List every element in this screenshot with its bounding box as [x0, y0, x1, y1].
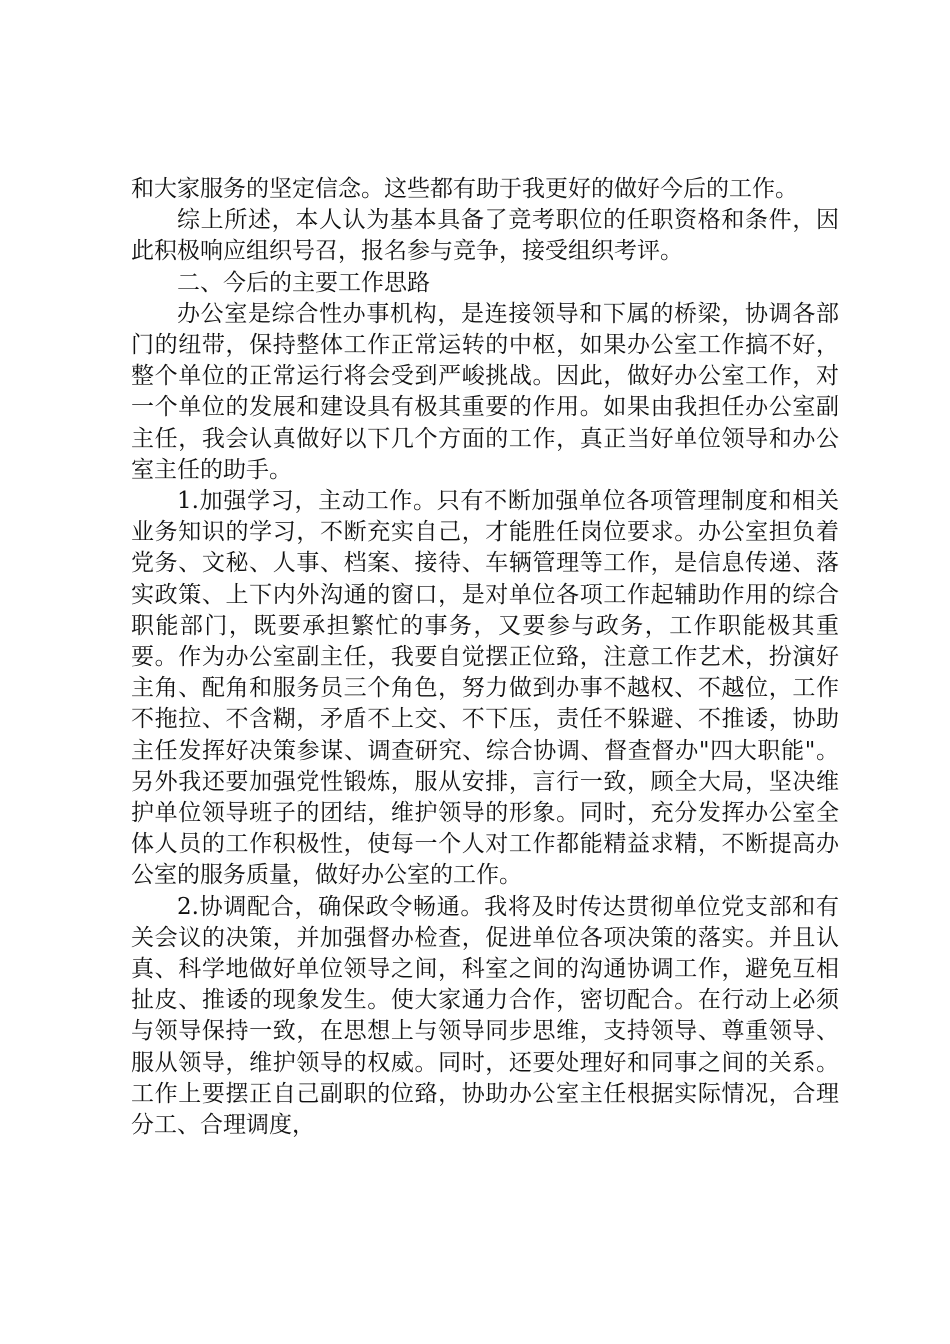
- paragraph-office-role: 办公室是综合性办事机构，是连接领导和下属的桥梁，协调各部门的纽带，保持整体工作正常运转的中枢，如果办公室工作搞不好，整个单位的正常运行将会受到严峻挑战。因此，做好办公室工作，对一个单位的发展和建设具有极其重要的作用。如果由我担任办公室副主任，我会认真做好以下几个方面的工作，真正当好单位领导和办公室主任的助手。: [131, 300, 839, 483]
- section-heading: 二、今后的主要工作思路: [177, 269, 430, 296]
- document-body: [131, 174, 839, 1141]
- paragraph-point-2: 2.协调配合，确保政令畅通。我将及时传达贯彻单位党支部和有关会议的决策，并加强督办检查，促进单位各项决策的落实。并且认真、科学地做好单位领导之间，科室之间的沟通协调工作，避免互相扯皮、推诿的现象发生。使大家通力合作，密切配合。在行动上必须与领导保持一致，在思想上与领导同步思维，支持领导、尊重领导、服从领导，维护领导的权威。同时，还要处理好和同事之间的关系。工作上要摆正自己副职的位臵，协助办公室主任根据实际情况，合理分工、合理调度，: [131, 893, 839, 1139]
- paragraph-point-1: 1.加强学习，主动工作。只有不断加强单位各项管理制度和相关业务知识的学习，不断充实自己，才能胜任岗位要求。办公室担负着党务、文秘、人事、档案、接待、车辆管理等工作，是信息传递、落实政策、上下内外沟通的窗口，是对单位各项工作起辅助作用的综合职能部门，既要承担繁忙的事务，又要参与政务，工作职能极其重要。作为办公室副主任，我要自觉摆正位臵，注意工作艺术，扮演好主角、配角和服务员三个角色，努力做到办事不越权、不越位，工作不拖拉、不含糊，矛盾不上交、不下压，责任不躲避、不推诿，协助主任发挥好决策参谋、调查研究、综合协调、督查督办"四大职能"。另外我还要加强党性锻炼，服从安排，言行一致，顾全大局，坚决维护单位领导班子的团结，维护领导的形象。同时，充分发挥办公室全体人员的工作积极性，使每一个人对工作都能精益求精，不断提高办公室的服务质量，做好办公室的工作。: [131, 488, 839, 889]
- paragraph-summary: 综上所述，本人认为基本具备了竞考职位的任职资格和条件，因此积极响应组织号召，报名参与竞争，接受组织考评。: [131, 207, 839, 265]
- paragraph-continuation: 和大家服务的坚定信念。这些都有助于我更好的做好今后的工作。: [131, 176, 798, 202]
